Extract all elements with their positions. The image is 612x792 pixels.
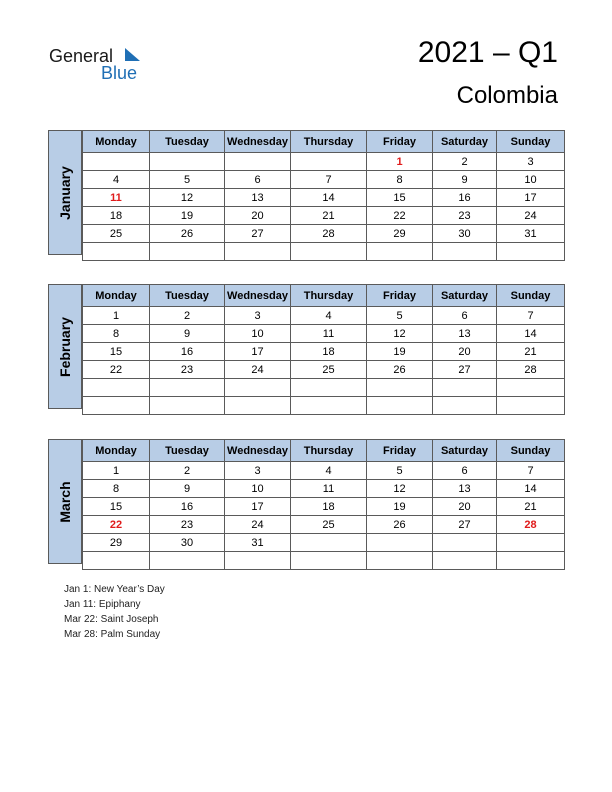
day-cell: 23 <box>150 516 225 534</box>
empty-day-cell <box>367 243 433 261</box>
day-cell: 1 <box>83 462 150 480</box>
week-row <box>83 361 565 379</box>
empty-day-cell <box>150 379 225 397</box>
weekday-header: Wednesday <box>225 440 291 462</box>
holiday-item: Jan 11: Epiphany <box>64 599 141 610</box>
empty-day-cell <box>225 397 291 415</box>
day-cell: 28 <box>291 225 367 243</box>
holiday-item: Mar 28: Palm Sunday <box>64 629 161 640</box>
day-cell: 26 <box>367 516 433 534</box>
day-cell: 21 <box>291 207 367 225</box>
week-row <box>83 480 565 498</box>
day-cell: 20 <box>433 498 497 516</box>
week-row <box>83 189 565 207</box>
weekday-header: Wednesday <box>225 131 291 153</box>
month-name: January <box>57 165 73 220</box>
day-cell: 2 <box>150 462 225 480</box>
day-cell: 4 <box>291 462 367 480</box>
weekday-header: Friday <box>367 440 433 462</box>
day-cell: 10 <box>225 325 291 343</box>
week-row <box>83 243 565 261</box>
empty-day-cell <box>433 397 497 415</box>
day-cell: 15 <box>83 343 150 361</box>
empty-day-cell <box>367 534 433 552</box>
day-cell: 11 <box>83 189 150 207</box>
empty-day-cell <box>83 153 150 171</box>
weekday-header-row <box>83 440 565 462</box>
holiday-item: Mar 22: Saint Joseph <box>64 614 159 625</box>
empty-day-cell <box>150 552 225 570</box>
empty-day-cell <box>367 397 433 415</box>
day-cell: 8 <box>367 171 433 189</box>
day-cell: 2 <box>150 307 225 325</box>
week-row <box>83 171 565 189</box>
week-row <box>83 325 565 343</box>
day-cell: 15 <box>83 498 150 516</box>
day-cell: 9 <box>150 480 225 498</box>
day-cell: 20 <box>433 343 497 361</box>
day-cell: 27 <box>433 516 497 534</box>
weekday-header: Wednesday <box>225 285 291 307</box>
day-cell: 31 <box>497 225 565 243</box>
day-cell: 3 <box>225 307 291 325</box>
day-cell: 4 <box>83 171 150 189</box>
logo-triangle-icon <box>125 48 140 61</box>
weekday-header: Tuesday <box>150 285 225 307</box>
empty-day-cell <box>367 552 433 570</box>
month-grid <box>82 439 565 570</box>
month-grid <box>82 130 565 261</box>
day-cell: 22 <box>83 361 150 379</box>
day-cell: 19 <box>367 498 433 516</box>
week-row <box>83 307 565 325</box>
day-cell: 25 <box>291 516 367 534</box>
month-label-bar <box>48 439 82 564</box>
month-name: February <box>57 316 73 377</box>
week-row <box>83 397 565 415</box>
empty-day-cell <box>291 153 367 171</box>
empty-day-cell <box>497 243 565 261</box>
weekday-header: Sunday <box>497 440 565 462</box>
day-cell: 5 <box>367 462 433 480</box>
day-cell: 18 <box>83 207 150 225</box>
week-row <box>83 498 565 516</box>
day-cell: 13 <box>433 325 497 343</box>
day-cell: 3 <box>497 153 565 171</box>
country-name: Colombia <box>456 82 558 109</box>
day-cell: 17 <box>497 189 565 207</box>
empty-day-cell <box>291 243 367 261</box>
day-cell: 10 <box>497 171 565 189</box>
day-cell: 21 <box>497 343 565 361</box>
generalblue-logo <box>49 44 159 84</box>
weekday-header-row <box>83 285 565 307</box>
day-cell: 6 <box>225 171 291 189</box>
day-cell: 22 <box>83 516 150 534</box>
empty-day-cell <box>291 379 367 397</box>
day-cell: 12 <box>150 189 225 207</box>
day-cell: 14 <box>497 325 565 343</box>
weekday-header: Monday <box>83 440 150 462</box>
week-row <box>83 153 565 171</box>
logo-word-blue: Blue <box>101 63 138 83</box>
day-cell: 5 <box>150 171 225 189</box>
day-cell: 26 <box>367 361 433 379</box>
logo-word-general: General <box>49 46 114 66</box>
day-cell: 11 <box>291 325 367 343</box>
weekday-header: Sunday <box>497 131 565 153</box>
day-cell: 1 <box>367 153 433 171</box>
month-name: March <box>57 480 73 523</box>
day-cell: 16 <box>150 498 225 516</box>
week-row <box>83 516 565 534</box>
week-row <box>83 552 565 570</box>
empty-day-cell <box>291 552 367 570</box>
day-cell: 28 <box>497 516 565 534</box>
empty-day-cell <box>225 379 291 397</box>
day-cell: 29 <box>367 225 433 243</box>
empty-day-cell <box>83 552 150 570</box>
empty-day-cell <box>225 153 291 171</box>
day-cell: 4 <box>291 307 367 325</box>
day-cell: 28 <box>497 361 565 379</box>
day-cell: 9 <box>433 171 497 189</box>
holiday-item: Jan 1: New Year’s Day <box>64 584 165 595</box>
empty-day-cell <box>433 534 497 552</box>
day-cell: 17 <box>225 343 291 361</box>
day-cell: 16 <box>433 189 497 207</box>
day-cell: 7 <box>291 171 367 189</box>
day-cell: 20 <box>225 207 291 225</box>
weekday-header: Sunday <box>497 285 565 307</box>
weekday-header: Friday <box>367 131 433 153</box>
month-calendar-february <box>48 284 564 409</box>
empty-day-cell <box>497 379 565 397</box>
day-cell: 12 <box>367 325 433 343</box>
day-cell: 30 <box>150 534 225 552</box>
day-cell: 10 <box>225 480 291 498</box>
day-cell: 27 <box>225 225 291 243</box>
day-cell: 5 <box>367 307 433 325</box>
empty-day-cell <box>225 552 291 570</box>
day-cell: 7 <box>497 307 565 325</box>
empty-day-cell <box>367 379 433 397</box>
empty-day-cell <box>291 534 367 552</box>
week-row <box>83 225 565 243</box>
day-cell: 15 <box>367 189 433 207</box>
empty-day-cell <box>433 243 497 261</box>
day-cell: 8 <box>83 480 150 498</box>
day-cell: 26 <box>150 225 225 243</box>
day-cell: 6 <box>433 462 497 480</box>
month-label-bar <box>48 130 82 255</box>
empty-day-cell <box>150 243 225 261</box>
weekday-header-row <box>83 131 565 153</box>
weekday-header: Thursday <box>291 440 367 462</box>
weekday-header: Saturday <box>433 285 497 307</box>
weekday-header: Thursday <box>291 131 367 153</box>
weekday-header: Saturday <box>433 440 497 462</box>
empty-day-cell <box>433 379 497 397</box>
empty-day-cell <box>83 397 150 415</box>
month-grid <box>82 284 565 415</box>
day-cell: 16 <box>150 343 225 361</box>
day-cell: 25 <box>291 361 367 379</box>
week-row <box>83 343 565 361</box>
day-cell: 18 <box>291 498 367 516</box>
day-cell: 8 <box>83 325 150 343</box>
month-calendar-march <box>48 439 564 564</box>
day-cell: 13 <box>225 189 291 207</box>
week-row <box>83 462 565 480</box>
day-cell: 7 <box>497 462 565 480</box>
month-calendar-january <box>48 130 564 255</box>
day-cell: 25 <box>83 225 150 243</box>
weekday-header: Monday <box>83 131 150 153</box>
day-cell: 18 <box>291 343 367 361</box>
day-cell: 27 <box>433 361 497 379</box>
day-cell: 2 <box>433 153 497 171</box>
weekday-header: Tuesday <box>150 440 225 462</box>
day-cell: 22 <box>367 207 433 225</box>
day-cell: 23 <box>150 361 225 379</box>
empty-day-cell <box>497 552 565 570</box>
day-cell: 24 <box>225 361 291 379</box>
day-cell: 24 <box>497 207 565 225</box>
empty-day-cell <box>150 397 225 415</box>
day-cell: 19 <box>367 343 433 361</box>
week-row <box>83 207 565 225</box>
day-cell: 30 <box>433 225 497 243</box>
empty-day-cell <box>433 552 497 570</box>
weekday-header: Saturday <box>433 131 497 153</box>
day-cell: 6 <box>433 307 497 325</box>
weekday-header: Tuesday <box>150 131 225 153</box>
empty-day-cell <box>150 153 225 171</box>
day-cell: 21 <box>497 498 565 516</box>
empty-day-cell <box>291 397 367 415</box>
empty-day-cell <box>497 534 565 552</box>
day-cell: 14 <box>291 189 367 207</box>
day-cell: 3 <box>225 462 291 480</box>
day-cell: 23 <box>433 207 497 225</box>
weekday-header: Friday <box>367 285 433 307</box>
empty-day-cell <box>225 243 291 261</box>
day-cell: 1 <box>83 307 150 325</box>
day-cell: 14 <box>497 480 565 498</box>
day-cell: 19 <box>150 207 225 225</box>
day-cell: 11 <box>291 480 367 498</box>
day-cell: 24 <box>225 516 291 534</box>
holiday-list <box>64 582 165 642</box>
empty-day-cell <box>83 243 150 261</box>
weekday-header: Thursday <box>291 285 367 307</box>
empty-day-cell <box>83 379 150 397</box>
weekday-header: Monday <box>83 285 150 307</box>
page-title: 2021 – Q1 <box>417 36 558 69</box>
week-row <box>83 379 565 397</box>
day-cell: 12 <box>367 480 433 498</box>
day-cell: 9 <box>150 325 225 343</box>
day-cell: 17 <box>225 498 291 516</box>
day-cell: 29 <box>83 534 150 552</box>
empty-day-cell <box>497 397 565 415</box>
day-cell: 31 <box>225 534 291 552</box>
day-cell: 13 <box>433 480 497 498</box>
week-row <box>83 534 565 552</box>
month-label-bar <box>48 284 82 409</box>
